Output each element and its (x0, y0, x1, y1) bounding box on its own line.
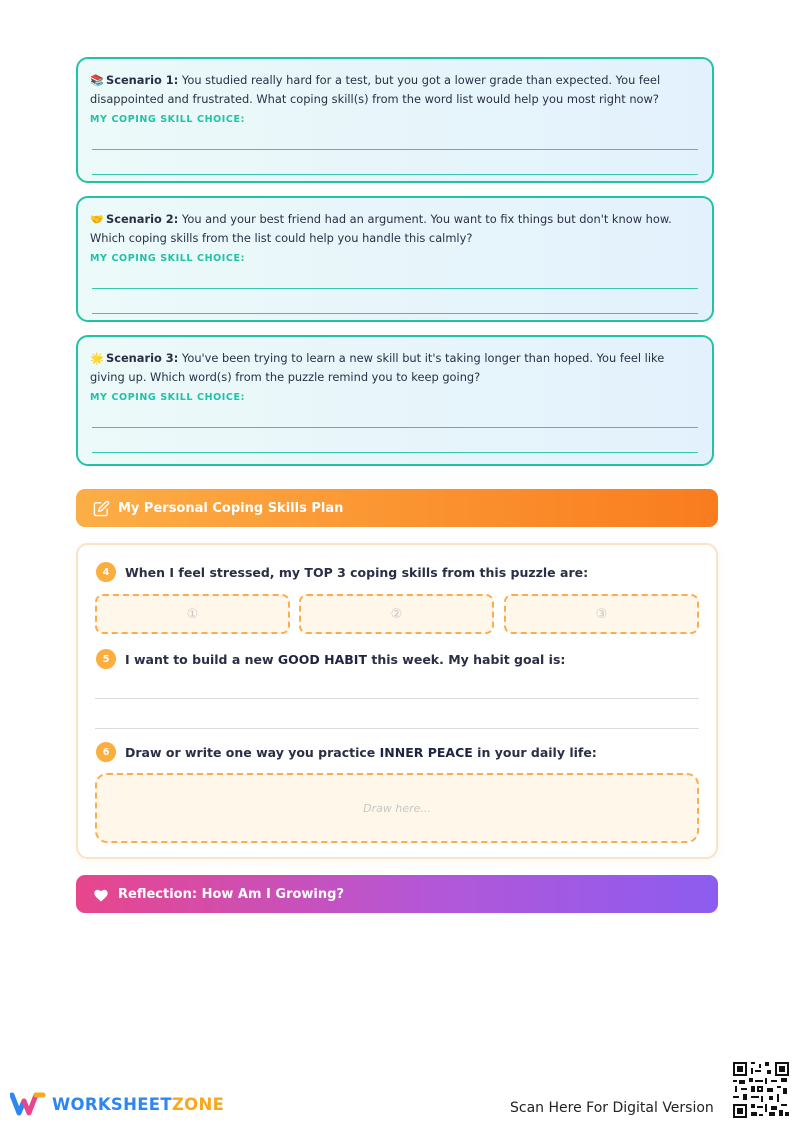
question-4 (96, 562, 588, 582)
scenario-card-1 (76, 57, 714, 183)
question-6 (96, 742, 597, 762)
scenario-title: Scenario 1: (106, 73, 179, 87)
answer-line[interactable] (92, 452, 698, 453)
coping-plan-card (76, 543, 718, 859)
habit-answer-line[interactable] (95, 728, 699, 729)
answer-line[interactable] (92, 149, 698, 150)
reflection-section-title: Reflection: How Am I Growing? (118, 886, 344, 902)
answer-line[interactable] (92, 174, 698, 175)
logo-mark-icon (10, 1091, 46, 1117)
scenario-title: Scenario 2: (106, 212, 179, 226)
scan-instruction: Scan Here For Digital Version (510, 1100, 714, 1116)
scenario-text: You've been trying to learn a new skill but it's taking longer than hoped. You feel like giving up. Which word(s) from the puzzle remind you to keep going? (90, 351, 665, 384)
scenario-prompt (90, 210, 700, 247)
question-number: 4 (96, 562, 116, 582)
scenario-card-2 (76, 196, 714, 322)
top-skill-slot-3[interactable]: ③ (504, 594, 699, 634)
habit-answer-line[interactable] (95, 698, 699, 699)
emphasis-text: INNER PEACE (379, 744, 473, 760)
qr-code-icon[interactable] (733, 1062, 789, 1118)
draw-area[interactable]: Draw here... (95, 773, 699, 843)
answer-line[interactable] (92, 427, 698, 428)
star-icon: 🌟 (90, 352, 104, 365)
choice-label: MY COPING SKILL CHOICE: (90, 114, 245, 125)
scenario-text: You and your best friend had an argument. You want to fix things but don't know how. Which coping skills from the list could help you handle this calmly? (90, 212, 672, 245)
choice-label: MY COPING SKILL CHOICE: (90, 253, 245, 264)
question-number: 6 (96, 742, 116, 762)
top-skill-slot-2[interactable]: ② (299, 594, 494, 634)
question-text: Draw or write one way you practice INNER PEACE in your daily life: (125, 744, 597, 760)
plan-section-title: My Personal Coping Skills Plan (118, 500, 344, 516)
plan-section-header (76, 489, 718, 527)
scenario-card-3 (76, 335, 714, 466)
top-skill-slot-1[interactable]: ① (95, 594, 290, 634)
scenario-text: You studied really hard for a test, but you got a lower grade than expected. You feel disappointed and frustrated. What coping skill(s) from the word list would help you most right now? (90, 73, 661, 106)
edit-icon (92, 499, 110, 517)
question-5 (96, 649, 565, 669)
answer-line[interactable] (92, 313, 698, 314)
question-text: When I feel stressed, my TOP 3 coping skills from this puzzle are: (125, 564, 589, 580)
choice-label: MY COPING SKILL CHOICE: (90, 392, 245, 403)
scenario-prompt (90, 71, 700, 108)
reflection-section-header (76, 875, 718, 913)
handshake-icon: 🤝 (90, 213, 104, 226)
question-number: 5 (96, 649, 116, 669)
worksheetzone-logo[interactable] (10, 1091, 224, 1117)
answer-line[interactable] (92, 288, 698, 289)
emphasis-text: GOOD HABIT (277, 651, 367, 667)
scenario-title: Scenario 3: (106, 351, 179, 365)
question-text: I want to build a new GOOD HABIT this week. My habit goal is: (125, 651, 566, 667)
books-icon: 📚 (90, 74, 104, 87)
heart-icon (92, 885, 110, 903)
logo-text: WORKSHEETZONE (52, 1094, 225, 1114)
scenario-prompt (90, 349, 700, 386)
